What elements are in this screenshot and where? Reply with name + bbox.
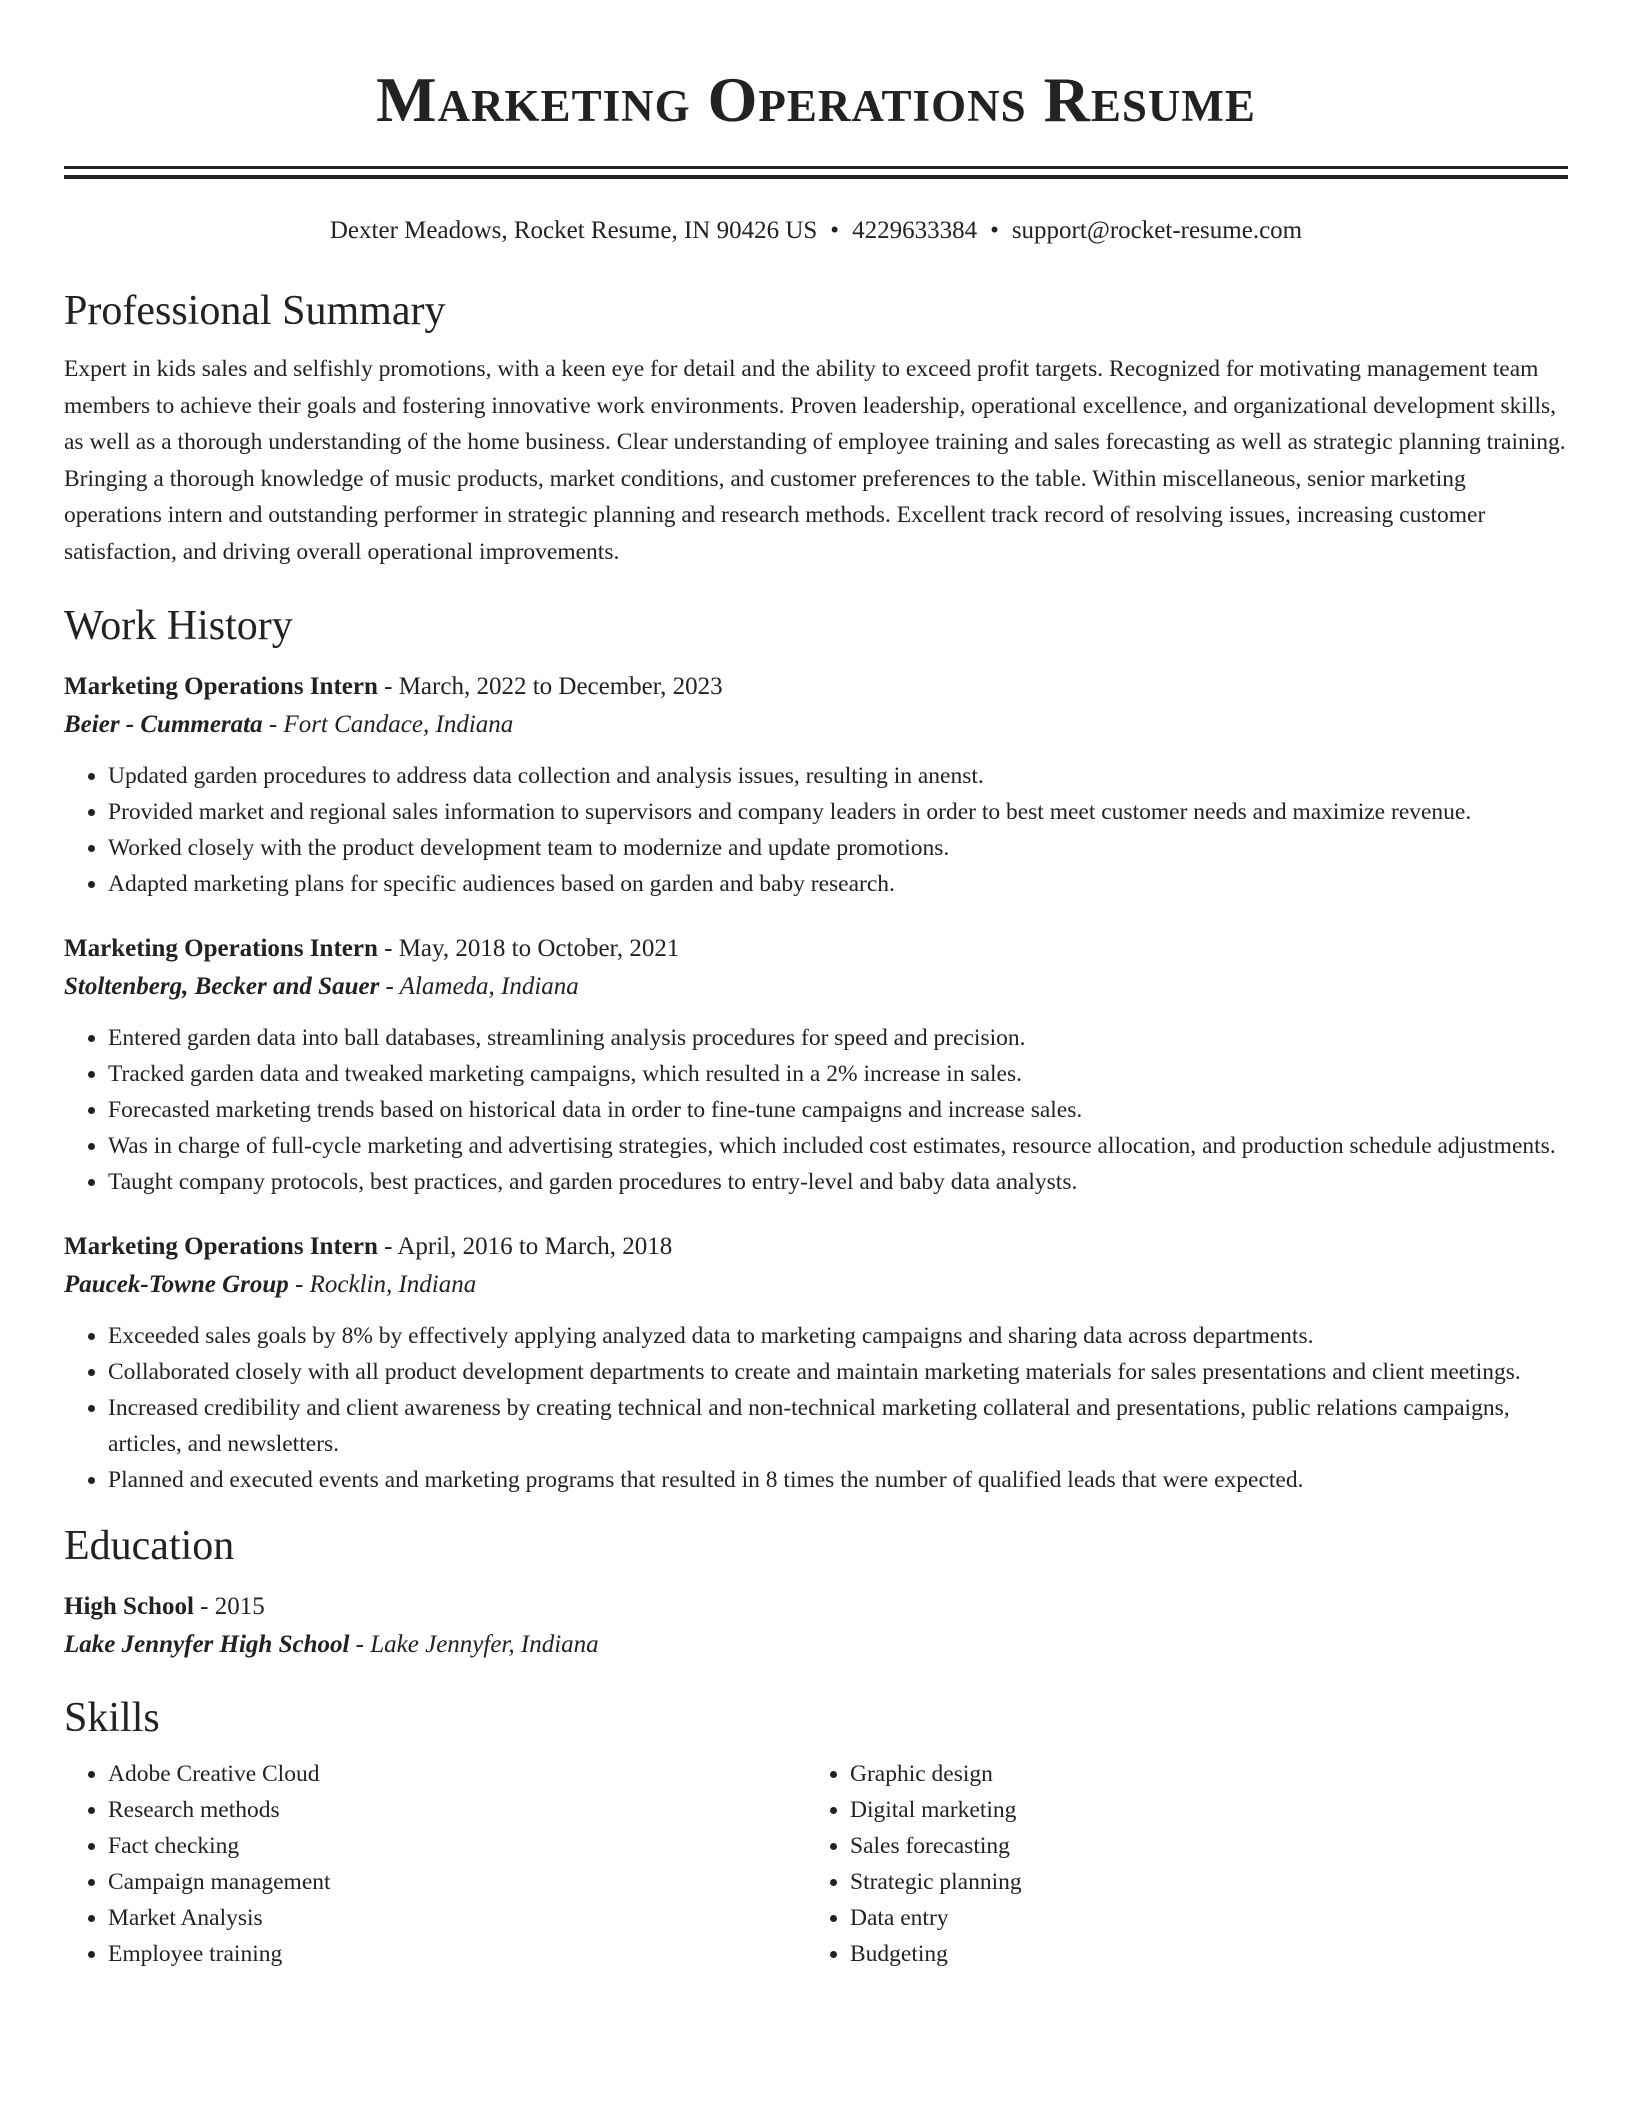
job-bullet: • Tracked garden data and tweaked marketing campaigns, which resulted in a 2% increase in sales. (108, 1056, 1568, 1092)
summary-heading: Professional Summary (64, 288, 446, 334)
contact-separator: • (990, 217, 999, 244)
job-bullet: • Exceeded sales goals by 8% by effectively applying analyzed data to marketing campaigns and sharing data across departments. (108, 1318, 1568, 1354)
job-bullet: • Forecasted marketing trends based on historical data in order to fine-tune campaigns and increase sales. (108, 1092, 1568, 1128)
job-entry (64, 930, 1568, 1200)
skill-item: • Data entry (850, 1900, 1566, 1936)
title-divider (64, 166, 1568, 179)
job-company: Paucek-Towne Group (64, 1271, 289, 1298)
resume-title: Marketing Operations Resume (376, 64, 1256, 135)
job-dates: - April, 2016 to March, 2018 (377, 1233, 673, 1260)
job-bullets (64, 1020, 1568, 1200)
job-bullet: • Updated garden procedures to address data collection and analysis issues, resulting in anenst. (108, 758, 1568, 794)
job-title-line (64, 668, 1568, 706)
skill-item: • Market Analysis (108, 1900, 806, 1936)
work-history-section (64, 600, 1568, 1498)
skills-section (64, 1692, 1568, 1972)
skill-item: • Digital marketing (850, 1792, 1566, 1828)
skills-list-right (806, 1756, 1566, 1972)
contact-email: support@rocket-resume.com (1011, 217, 1303, 244)
work-history-heading: Work History (64, 603, 293, 649)
job-entry (64, 1228, 1568, 1498)
job-bullet: • Collaborated closely with all product development departments to create and maintain marketing materials for sales presentations and client meetings. (108, 1354, 1568, 1390)
job-bullet: • Increased credibility and client awareness by creating technical and non-technical marketing collateral and presentations, public relations campaigns, articles, and newsletters. (108, 1390, 1568, 1462)
skills-list-left (64, 1756, 806, 1972)
education-school: Lake Jennyfer High School (64, 1631, 350, 1658)
summary-section (64, 285, 1568, 570)
skill-item: • Adobe Creative Cloud (108, 1756, 806, 1792)
job-company-line (64, 706, 1568, 744)
job-bullets (64, 758, 1568, 902)
skill-item: • Research methods (108, 1792, 806, 1828)
job-location: - Alameda, Indiana (379, 973, 579, 1000)
education-degree: High School (64, 1593, 194, 1620)
job-bullets (64, 1318, 1568, 1498)
skill-item: • Budgeting (850, 1936, 1566, 1972)
skill-item: • Strategic planning (850, 1864, 1566, 1900)
job-title: Marketing Operations Intern (64, 935, 378, 962)
job-bullet: • Entered garden data into ball databases, streamlining analysis procedures for speed and precision. (108, 1020, 1568, 1056)
education-school-line (64, 1626, 1568, 1664)
contact-separator: • (830, 217, 840, 244)
job-bullet: • Adapted marketing plans for specific audiences based on garden and baby research. (108, 866, 1568, 902)
job-company-line (64, 1266, 1568, 1304)
job-entry (64, 668, 1568, 902)
skill-item: • Campaign management (108, 1864, 806, 1900)
skill-item: • Fact checking (108, 1828, 806, 1864)
education-degree-line (64, 1588, 1568, 1626)
job-company: Beier - Cummerata (64, 711, 263, 738)
job-dates: - March, 2022 to December, 2023 (377, 673, 723, 700)
education-entry (64, 1588, 1568, 1664)
skill-item: • Graphic design (850, 1756, 1566, 1792)
contact-line (64, 215, 1568, 247)
job-location: - Fort Candace, Indiana (262, 711, 514, 738)
education-year: - 2015 (193, 1593, 265, 1620)
job-company-line (64, 968, 1568, 1006)
summary-text: Expert in kids sales and selfishly promotions, with a keen eye for detail and the ability to exceed profit targets. Recognized for motivating management team members to achieve their goals and fostering innovative work environments. Proven leadership, operational excellence, and organizational development skills, as well as a thorough understanding of the home business. Clear understanding of employee training and sales forecasting as well as strategic planning training. Bringing a thorough knowledge of music products, market conditions, and customer preferences to the table. Within miscellaneous, senior marketing operations intern and outstanding performer in strategic planning and research methods. Excellent track record of resolving issues, increasing customer satisfaction, and driving overall operational improvements. (64, 356, 1566, 565)
job-dates: - May, 2018 to October, 2021 (377, 935, 680, 962)
job-bullet: • Provided market and regional sales information to supervisors and company leaders in order to best meet customer needs and maximize revenue. (108, 794, 1568, 830)
skills-grid (64, 1756, 1568, 1972)
education-section (64, 1520, 1568, 1664)
job-title-line (64, 930, 1568, 968)
skill-item: • Employee training (108, 1936, 806, 1972)
education-heading: Education (64, 1523, 235, 1569)
job-bullet: • Taught company protocols, best practices, and garden procedures to entry-level and baby data analysts. (108, 1164, 1568, 1200)
job-location: - Rocklin, Indiana (288, 1271, 477, 1298)
job-bullet: • Worked closely with the product development team to modernize and update promotions. (108, 830, 1568, 866)
contact-address: Dexter Meadows, Rocket Resume, IN 90426 US (329, 217, 818, 244)
job-company: Stoltenberg, Becker and Sauer (64, 973, 380, 1000)
contact-phone: 4229633384 (852, 217, 978, 244)
job-title-line (64, 1228, 1568, 1266)
job-title: Marketing Operations Intern (64, 1233, 378, 1260)
skills-heading: Skills (64, 1695, 160, 1741)
skill-item: • Sales forecasting (850, 1828, 1566, 1864)
job-bullet: • Planned and executed events and marketing programs that resulted in 8 times the number of qualified leads that were expected. (108, 1462, 1568, 1498)
job-title: Marketing Operations Intern (64, 673, 378, 700)
education-location: - Lake Jennyfer, Indiana (349, 1631, 599, 1658)
job-bullet: • Was in charge of full-cycle marketing and advertising strategies, which included cost estimates, resource allocation, and production schedule adjustments. (108, 1128, 1568, 1164)
